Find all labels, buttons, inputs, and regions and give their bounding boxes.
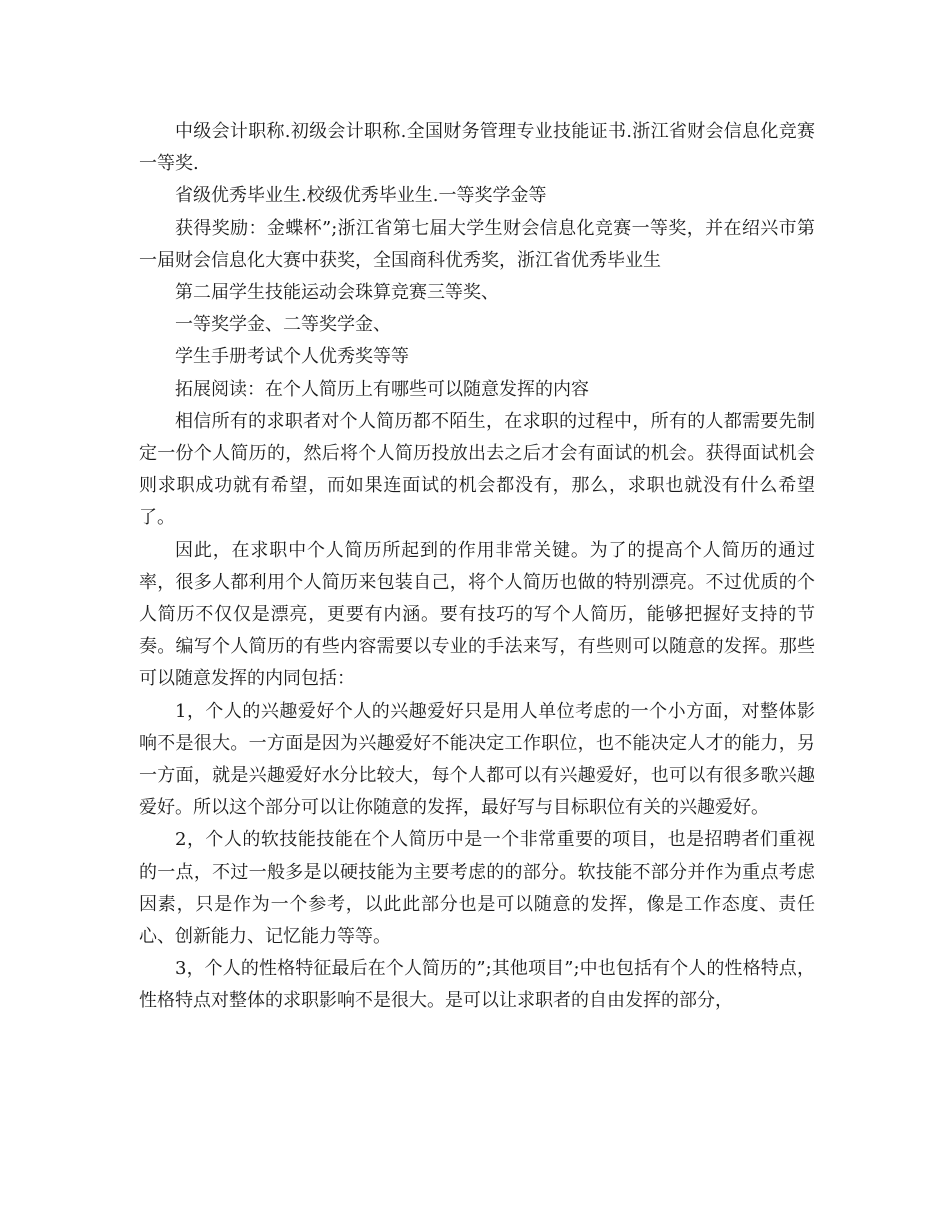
paragraph-scholarships: 一等奖学金、二等奖学金、 [175,314,391,336]
paragraph-extended-reading-title: 拓展阅读：在个人简历上有哪些可以随意发挥的内容 [175,378,589,400]
document-body [139,116,815,1018]
paragraph-item-hobbies: 1，个人的兴趣爱好个人的兴趣爱好只是用人单位考虑的一个小方面，对整体影响不是很大。一方面是因为兴趣爱好不能决定工作职位，也不能决定人才的能力，另一方面，就是兴趣爱好水分比较大，每个人都可以有兴趣爱好，也可以有很多歌兴趣爱好。所以这个部分可以让你随意的发挥，最好写与目标职位有关的兴趣爱好。 [139,700,815,819]
paragraph-intro: 相信所有的求职者对个人简历都不陌生，在求职的过程中，所有的人都需要先制定一份个人简历的，然后将个人简历投放出去之后才会有面试的机会。获得面试机会则求职成功就有希望，而如果连面试的机会都没有，那么，求职也就没有什么希望了。 [139,410,815,529]
paragraph-certificates: 中级会计职称.初级会计职称.全国财务管理专业技能证书.浙江省财会信息化竞赛一等奖. [139,121,815,175]
paragraph-abacus-award: 第二届学生技能运动会珠算竞赛三等奖、 [175,282,499,304]
paragraph-importance: 因此，在求职中个人简历所起到的作用非常关键。为了的提高个人简历的通过率，很多人都利用个人简历来包装自己，将个人简历也做的特别漂亮。不过优质的个人简历不仅仅是漂亮，更要有内涵。要有技巧的写个人简历，能够把握好支持的节奏。编写个人简历的有些内容需要以专业的手法来写，有些则可以随意的发挥。那些可以随意发挥的内同包括： [139,539,815,690]
paragraph-item-soft-skills: 2，个人的软技能技能在个人简历中是一个非常重要的项目，也是招聘者们重视的一点，不过一般多是以硬技能为主要考虑的的部分。软技能不部分并作为重点考虑因素，只是作为一个参考，以此此部分也是可以随意的发挥，像是工作态度、责任心、创新能力、记忆能力等等。 [139,829,815,948]
paragraph-graduate-honors: 省级优秀毕业生.校级优秀毕业生.一等奖学金等 [175,185,547,207]
paragraph-handbook-award: 学生手册考试个人优秀奖等等 [175,346,409,368]
paragraph-awards: 获得奖励：金蝶杯”;浙江省第七届大学生财会信息化竞赛一等奖，并在绍兴市第一届财会信息化大赛中获奖，全国商科优秀奖，浙江省优秀毕业生 [139,217,815,271]
paragraph-item-personality: 3，个人的性格特征最后在个人简历的”;其他项目”;中也包括有个人的性格特点，性格特点对整体的求职影响不是很大。是可以让求职者的自由发挥的部分， [139,958,815,1012]
